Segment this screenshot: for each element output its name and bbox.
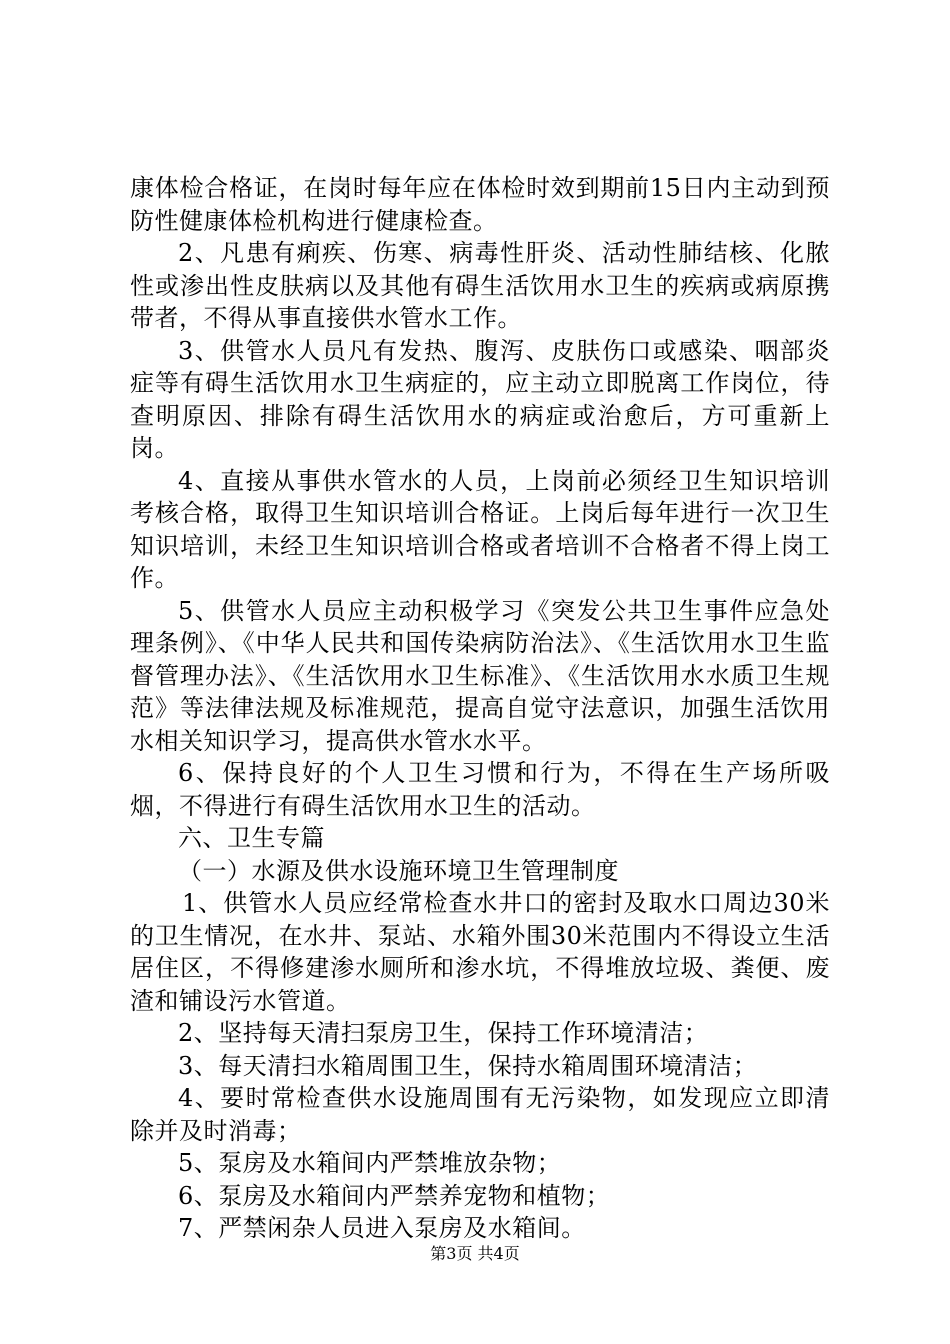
section-heading-hygiene: 六、卫生专篇 [178, 824, 325, 852]
paragraph-item-4: 4、直接从事供水管水的人员，上岗前必须经卫生知识培训考核合格，取得卫生知识培训合格证。上岗后每年进行一次卫生知识培训，未经卫生知识培训合格或者培训不合格者不得上岗工作。 [130, 466, 830, 592]
paragraph-item-3: 3、供管水人员凡有发热、腹泻、皮肤伤口或感染、咽部炎症等有碍生活饮用水卫生病症的，应主动立即脱离工作岗位，待查明原因、排除有碍生活饮用水的病症或治愈后，方可重新上岗。 [130, 336, 830, 462]
paragraph-rule-6: 6、泵房及水箱间内严禁养宠物和植物； [178, 1181, 611, 1210]
paragraph-rule-3: 3、每天清扫水箱周围卫生，保持水箱周围环境清洁； [178, 1051, 758, 1080]
paragraph-continuation: 康体检合格证，在岗时每年应在体检时效到期前15日内主动到预防性健康体检机构进行健康检查。 [130, 174, 830, 235]
paragraph-rule-4: 4、要时常检查供水设施周围有无污染物，如发现应立即清除并及时消毒； [130, 1084, 830, 1145]
document-body [130, 172, 830, 1245]
paragraph-item-5: 5、供管水人员应主动积极学习《突发公共卫生事件应急处理条例》、《中华人民共和国传染病防治法》、《生活饮用水卫生监督管理办法》、《生活饮用水卫生标准》、《生活饮用水水质卫生规范》等法律法规及标准规范，提高自觉守法意识，加强生活饮用水相关知识学习，提高供水管水水平。 [130, 596, 830, 755]
paragraph-rule-2: 2、坚持每天清扫泵房卫生，保持工作环境清洁； [178, 1019, 709, 1047]
paragraph-rule-1: 1、供管水人员应经常检查水井口的密封及取水口周边30米的卫生情况，在水井、泵站、水箱外围30米范围内不得设立生活居住区，不得修建渗水厕所和渗水坑，不得堆放垃圾、粪便、废渣和铺设污水管道。 [130, 889, 830, 1015]
paragraph-item-2: 2、凡患有痢疾、伤寒、病毒性肝炎、活动性肺结核、化脓性或渗出性皮肤病以及其他有碍生活饮用水卫生的疾病或病原携带者，不得从事直接供水管水工作。 [130, 239, 830, 332]
paragraph-rule-7: 7、严禁闲杂人员进入泵房及水箱间。 [178, 1214, 586, 1242]
page-footer: 第3页 共4页 [430, 1244, 520, 1263]
paragraph-item-6: 6、保持良好的个人卫生习惯和行为，不得在生产场所吸烟，不得进行有碍生活饮用水卫生的活动。 [130, 759, 830, 820]
subsection-heading-water-source: （一）水源及供水设施环境卫生管理制度 [178, 856, 619, 885]
paragraph-rule-5: 5、泵房及水箱间内严禁堆放杂物； [178, 1149, 562, 1177]
